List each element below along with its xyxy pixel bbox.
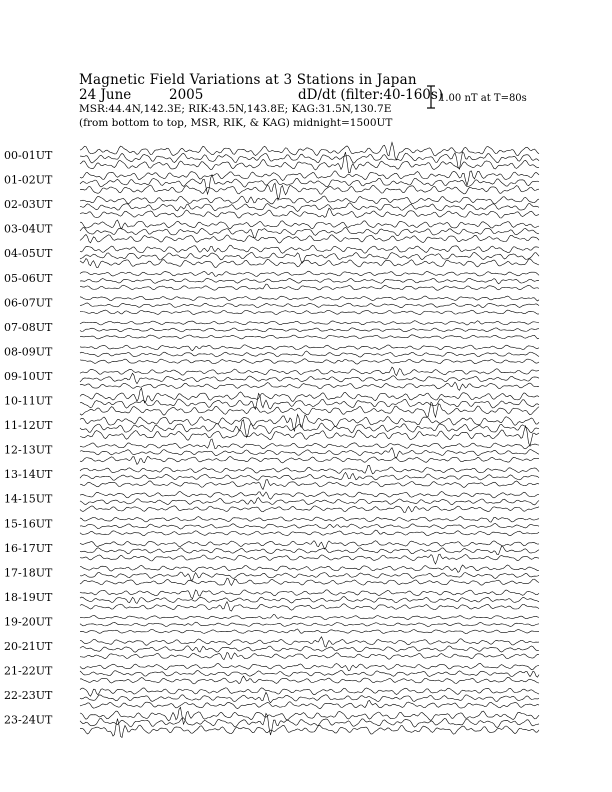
trace-kag — [80, 345, 539, 351]
derivative-filter: dD/dt (filter:40-160s) — [298, 87, 444, 103]
trace-msr — [80, 335, 539, 339]
chart-title: Magnetic Field Variations at 3 Stations in Japan — [79, 72, 417, 88]
trace-msr — [80, 506, 539, 513]
trace-kag — [80, 439, 539, 449]
date-day: 24 June — [79, 87, 132, 103]
station-order-note: (from bottom to top, MSR, RIK, & KAG) midnight=1500UT — [79, 117, 393, 129]
hour-label: 17-18UT — [4, 566, 53, 580]
trace-kag — [80, 541, 539, 549]
trace-kag — [80, 245, 539, 253]
trace-rik — [80, 498, 539, 505]
trace-rik — [80, 203, 539, 212]
trace-rik — [80, 278, 539, 284]
scale-label: 1.00 nT at T=80s — [439, 93, 527, 104]
trace-msr — [80, 456, 539, 464]
trace-kag — [80, 688, 539, 696]
trace-rik — [80, 572, 539, 580]
trace-kag — [80, 637, 539, 647]
hour-label: 01-02UT — [4, 173, 53, 187]
trace-rik — [80, 692, 539, 702]
date-year: 2005 — [169, 87, 204, 103]
hour-label: 03-04UT — [4, 222, 53, 236]
trace-kag — [80, 296, 539, 301]
trace-rik — [80, 303, 539, 308]
hour-label: 23-24UT — [4, 713, 53, 727]
trace-kag — [80, 414, 539, 431]
trace-kag — [80, 565, 539, 572]
trace-kag — [80, 171, 539, 186]
trace-rik — [80, 351, 539, 357]
hour-label: 13-14UT — [4, 468, 53, 482]
trace-kag — [80, 220, 539, 229]
trace-rik — [80, 670, 539, 677]
trace-kag — [80, 465, 539, 473]
trace-rik — [80, 175, 539, 194]
trace-rik — [80, 597, 539, 604]
hour-label: 04-05UT — [4, 247, 53, 261]
trace-kag — [80, 388, 539, 403]
trace-msr — [80, 578, 539, 585]
trace-msr — [80, 310, 539, 315]
trace-msr — [80, 602, 539, 611]
trace-kag — [80, 367, 539, 375]
trace-kag — [80, 321, 539, 325]
trace-msr — [80, 284, 539, 290]
hour-label: 09-10UT — [4, 369, 53, 383]
trace-rik — [80, 420, 539, 438]
trace-kag — [80, 590, 539, 599]
hour-label: 21-22UT — [4, 664, 53, 678]
hour-label: 11-12UT — [4, 419, 53, 433]
hour-label: 18-19UT — [4, 590, 53, 604]
trace-msr — [80, 382, 539, 390]
trace-msr — [80, 359, 539, 364]
hour-label: 08-09UT — [4, 345, 53, 359]
hour-label: 02-03UT — [4, 198, 53, 212]
trace-rik — [80, 524, 539, 529]
trace-rik — [80, 373, 539, 383]
hour-label: 05-06UT — [4, 271, 53, 285]
trace-msr — [80, 676, 539, 684]
hour-label: 00-01UT — [4, 149, 53, 162]
hour-label: 15-16UT — [4, 517, 53, 531]
station-coordinates: MSR:44.4N,142.3E; RIK:43.5N,143.8E; KAG:31.5N,130.7E — [79, 103, 392, 115]
trace-msr — [80, 554, 539, 564]
hour-label: 22-23UT — [4, 689, 53, 703]
trace-kag — [80, 614, 539, 619]
trace-msr — [80, 152, 539, 173]
trace-msr — [80, 234, 539, 243]
trace-rik — [80, 472, 539, 480]
trace-kag — [80, 517, 539, 523]
hour-label: 06-07UT — [4, 296, 53, 310]
trace-kag — [80, 271, 539, 276]
trace-msr — [80, 700, 539, 708]
trace-rik — [80, 646, 539, 652]
hour-label: 14-15UT — [4, 492, 53, 506]
hour-label: 20-21UT — [4, 640, 53, 653]
trace-kag — [80, 663, 539, 670]
trace-rik — [80, 227, 539, 238]
trace-rik — [80, 546, 539, 554]
hour-label: 19-20UT — [4, 615, 53, 629]
hour-label: 10-11UT — [4, 394, 53, 408]
trace-msr — [80, 652, 539, 659]
trace-msr — [80, 530, 539, 536]
trace-kag — [80, 196, 539, 204]
trace-msr — [80, 629, 539, 634]
trace-rik — [80, 328, 539, 332]
trace-msr — [80, 480, 539, 490]
hour-label: 16-17UT — [4, 541, 53, 555]
trace-msr — [80, 258, 539, 267]
trace-msr — [80, 208, 539, 218]
trace-msr — [80, 426, 539, 446]
trace-rik — [80, 622, 539, 626]
trace-rik — [80, 448, 539, 458]
hour-label: 12-13UT — [4, 443, 53, 457]
trace-kag — [80, 491, 539, 499]
hour-label: 07-08UT — [4, 320, 53, 334]
